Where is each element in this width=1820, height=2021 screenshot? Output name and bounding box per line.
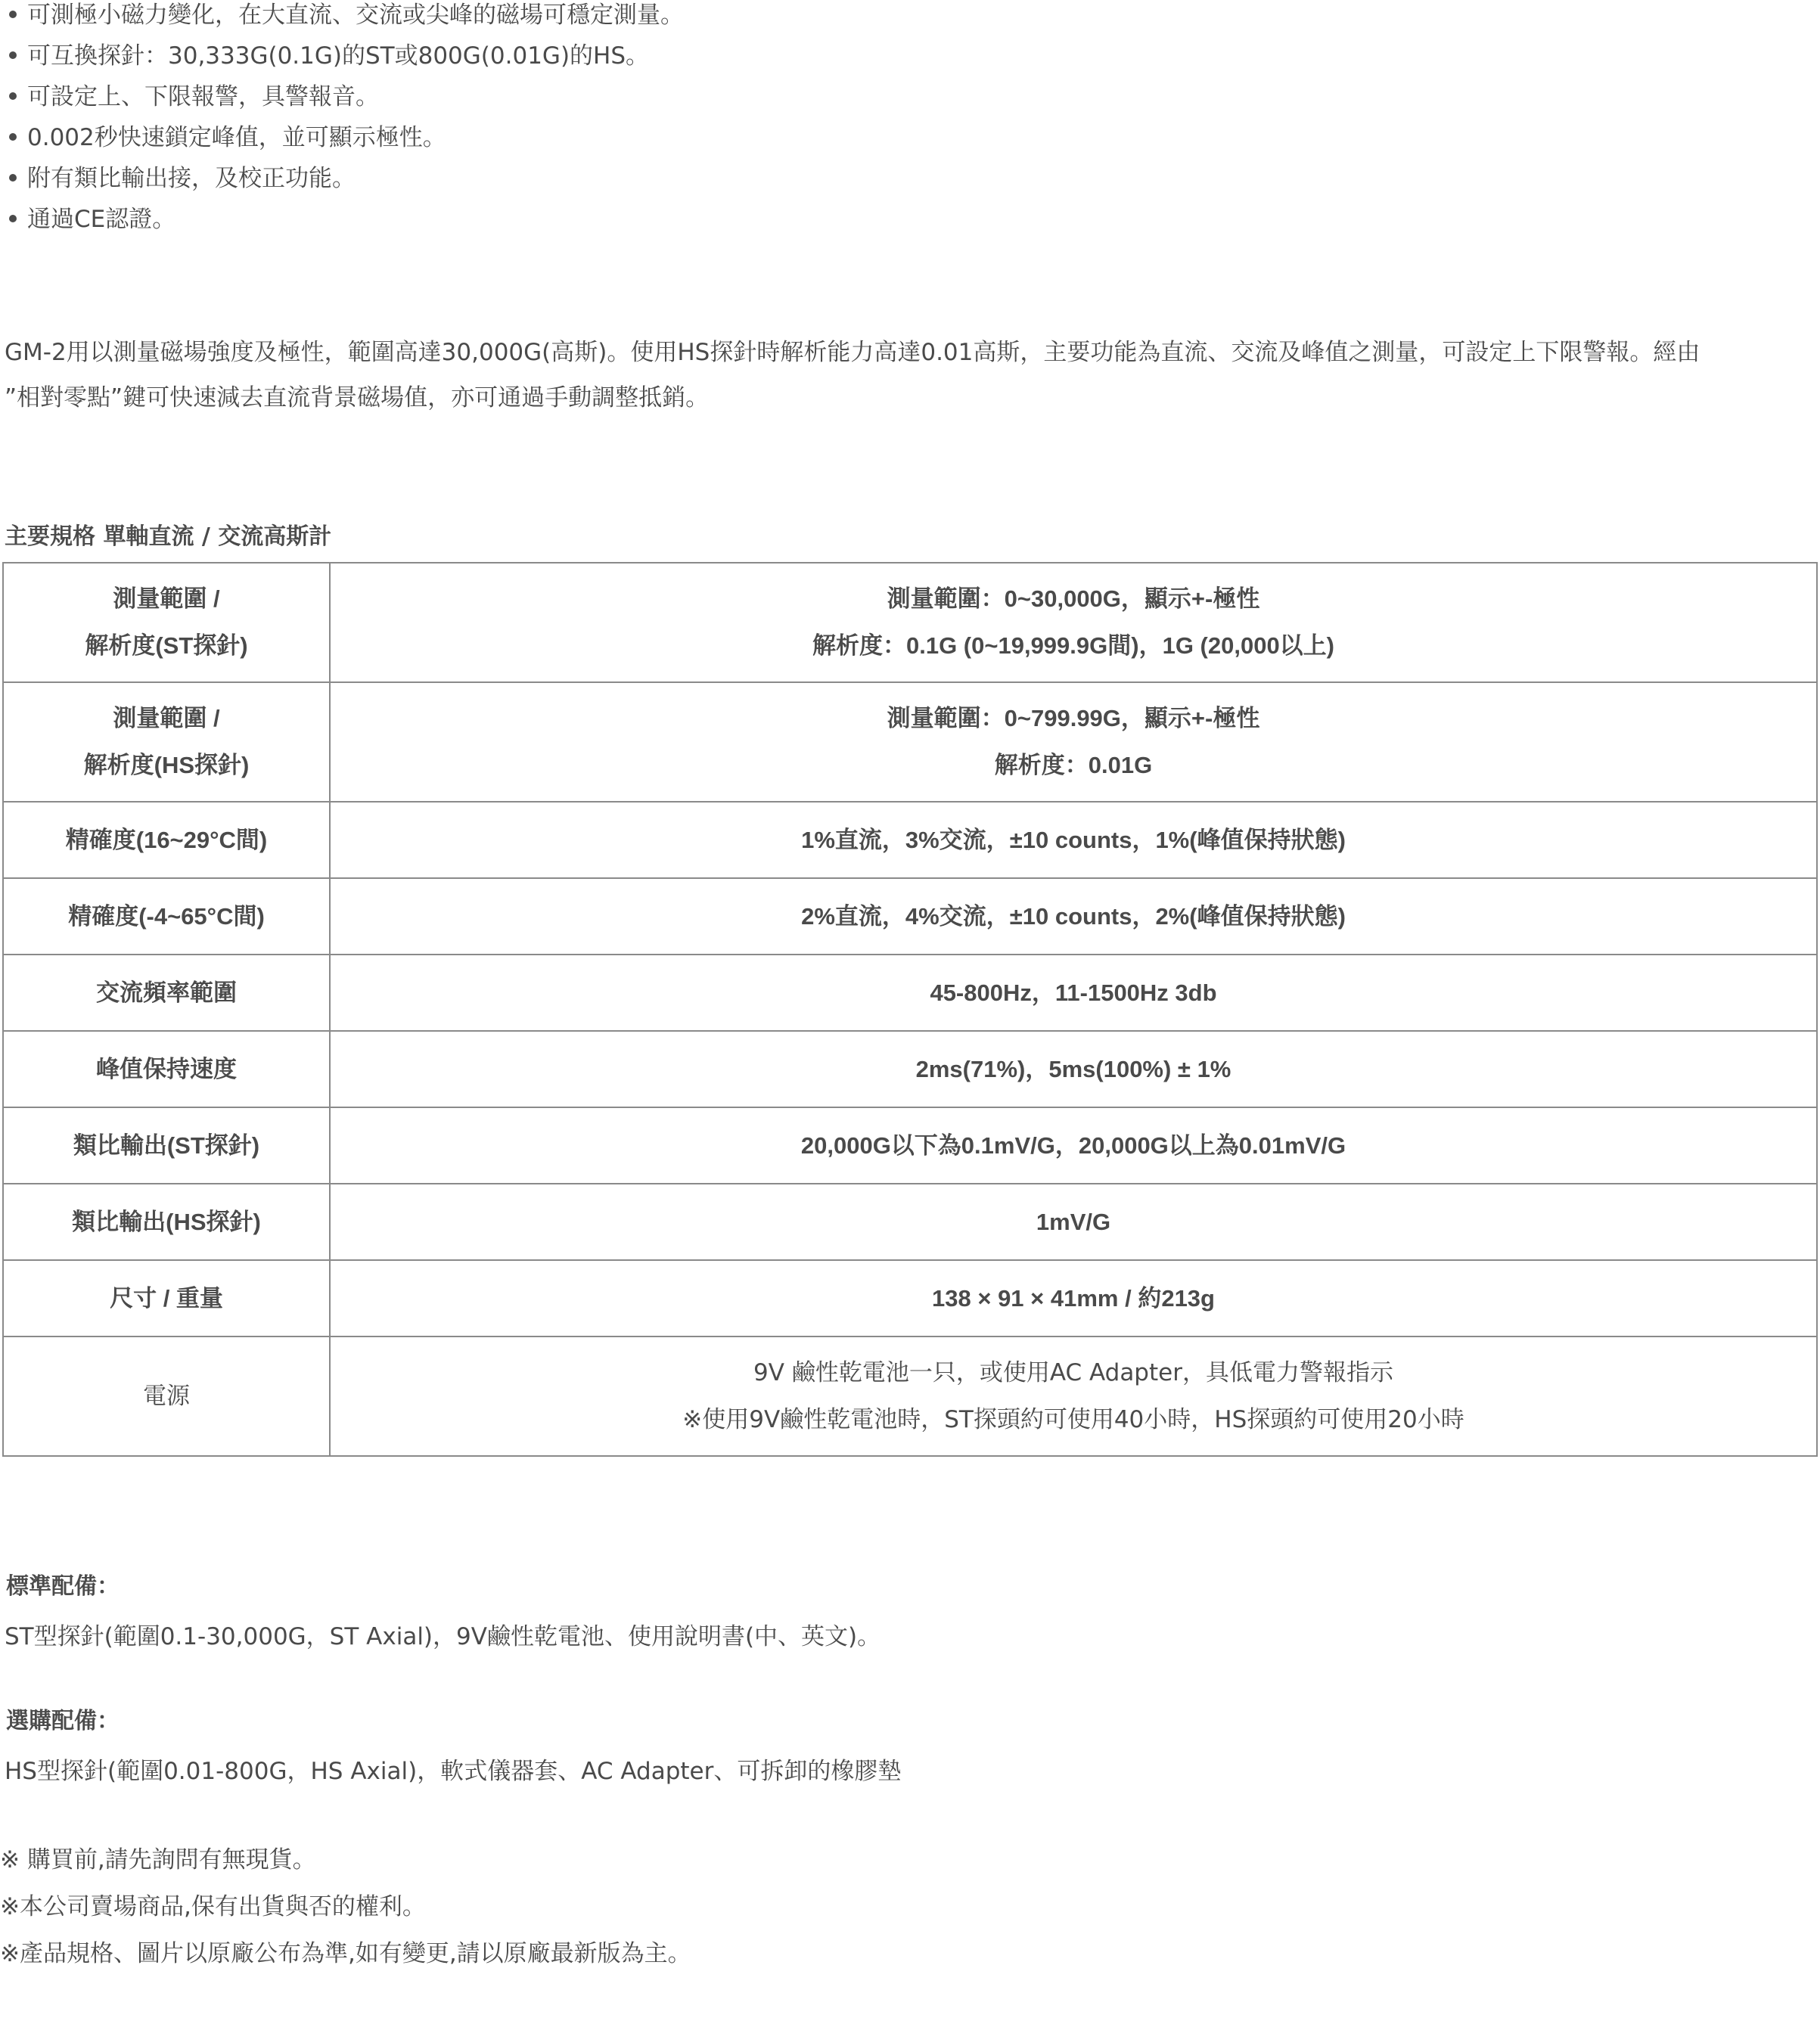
table-row — [3, 682, 1817, 802]
spec-label: 類比輸出(ST探針) — [3, 1107, 330, 1184]
bullet-icon — [9, 92, 17, 100]
spec-label: 電源 — [3, 1336, 330, 1456]
spec-value: 20,000G以下為0.1mV/G，20,000G以上為0.01mV/G — [330, 1107, 1817, 1184]
feature-item: 0.002秒快速鎖定峰值，並可顯示極性。 — [6, 123, 1216, 163]
table-row — [3, 563, 1817, 682]
optional-accessories-heading: 選購配備： — [6, 1708, 120, 1734]
spec-label: 峰值保持速度 — [3, 1031, 330, 1107]
bullet-icon — [9, 11, 17, 18]
feature-item: 可互換探針：30,333G(0.1G)的ST或800G(0.01G)的HS。 — [6, 41, 1216, 82]
bullet-icon — [9, 133, 17, 141]
spec-label: 測量範圍 / 解析度(HS探針) — [3, 682, 330, 802]
intro-paragraph — [5, 330, 1812, 421]
spec-label: 精確度(-4~65°C間) — [3, 878, 330, 955]
table-row — [3, 1260, 1817, 1336]
spec-value: 測量範圍：0~30,000G，顯示+-極性 解析度：0.1G (0~19,999.9G間)，1G (20,000以上) — [330, 563, 1817, 682]
table-row — [3, 955, 1817, 1031]
intro-line: ”相對零點”鍵可快速減去直流背景磁場值，亦可通過手動調整抵銷。 — [5, 384, 710, 411]
spec-value: 1mV/G — [330, 1184, 1817, 1260]
spec-label: 類比輸出(HS探針) — [3, 1184, 330, 1260]
bullet-icon — [9, 174, 17, 182]
spec-label: 尺寸 / 重量 — [3, 1260, 330, 1336]
bullet-icon — [9, 51, 17, 59]
note-item: ※ 購買前,請先詢問有無現貨。 — [0, 1846, 316, 1874]
feature-item: 可設定上、下限報警，具警報音。 — [6, 82, 1216, 123]
table-row — [3, 878, 1817, 955]
feature-list — [6, 0, 1216, 245]
table-row — [3, 1107, 1817, 1184]
spec-value: 45-800Hz，11-1500Hz 3db — [330, 955, 1817, 1031]
spec-value: 9V 鹼性乾電池一只，或使用AC Adapter，具低電力警報指示 ※使用9V鹼性乾電池時，ST探頭約可使用40小時，HS探頭約可使用20小時 — [330, 1336, 1817, 1456]
feature-item: 附有類比輸出接，及校正功能。 — [6, 163, 1216, 204]
optional-accessories-text: HS型探針(範圍0.01-800G，HS Axial)，軟式儀器套、AC Adapter、可拆卸的橡膠墊 — [5, 1758, 902, 1785]
notes-list — [0, 1836, 691, 1977]
spec-label: 測量範圍 / 解析度(ST探針) — [3, 563, 330, 682]
note-item: ※產品規格、圖片以原廠公布為準,如有變更,請以原廠最新版為主。 — [0, 1940, 691, 1967]
spec-value: 測量範圍：0~799.99G，顯示+-極性 解析度：0.01G — [330, 682, 1817, 802]
table-row — [3, 802, 1817, 878]
standard-accessories-heading: 標準配備： — [6, 1573, 120, 1600]
feature-item: 可測極小磁力變化，在大直流、交流或尖峰的磁場可穩定測量。 — [6, 0, 1216, 41]
note-item: ※本公司賣場商品,保有出貨與否的權利。 — [0, 1893, 426, 1920]
feature-item: 通過CE認證。 — [6, 204, 1216, 245]
spec-value: 2%直流，4%交流，±10 counts，2%(峰值保持狀態) — [330, 878, 1817, 955]
spec-value: 1%直流，3%交流，±10 counts，1%(峰值保持狀態) — [330, 802, 1817, 878]
intro-line: GM-2用以測量磁場強度及極性，範圍高達30,000G(高斯)。使用HS探針時解析能力高達0.01高斯，主要功能為直流、交流及峰值之測量，可設定上下限警報。經由 — [5, 339, 1700, 366]
spec-value: 138 × 91 × 41mm / 約213g — [330, 1260, 1817, 1336]
spec-table — [2, 562, 1818, 1457]
standard-accessories-text: ST型探針(範圍0.1-30,000G，ST Axial)，9V鹼性乾電池、使用說明書(中、英文)。 — [5, 1623, 881, 1650]
bullet-icon — [9, 215, 17, 222]
table-row — [3, 1336, 1817, 1456]
table-row — [3, 1184, 1817, 1260]
spec-label: 交流頻率範圍 — [3, 955, 330, 1031]
spec-value: 2ms(71%)，5ms(100%) ± 1% — [330, 1031, 1817, 1107]
table-row — [3, 1031, 1817, 1107]
spec-label: 精確度(16~29°C間) — [3, 802, 330, 878]
spec-title: 主要規格 單軸直流 / 交流高斯計 — [5, 523, 332, 550]
